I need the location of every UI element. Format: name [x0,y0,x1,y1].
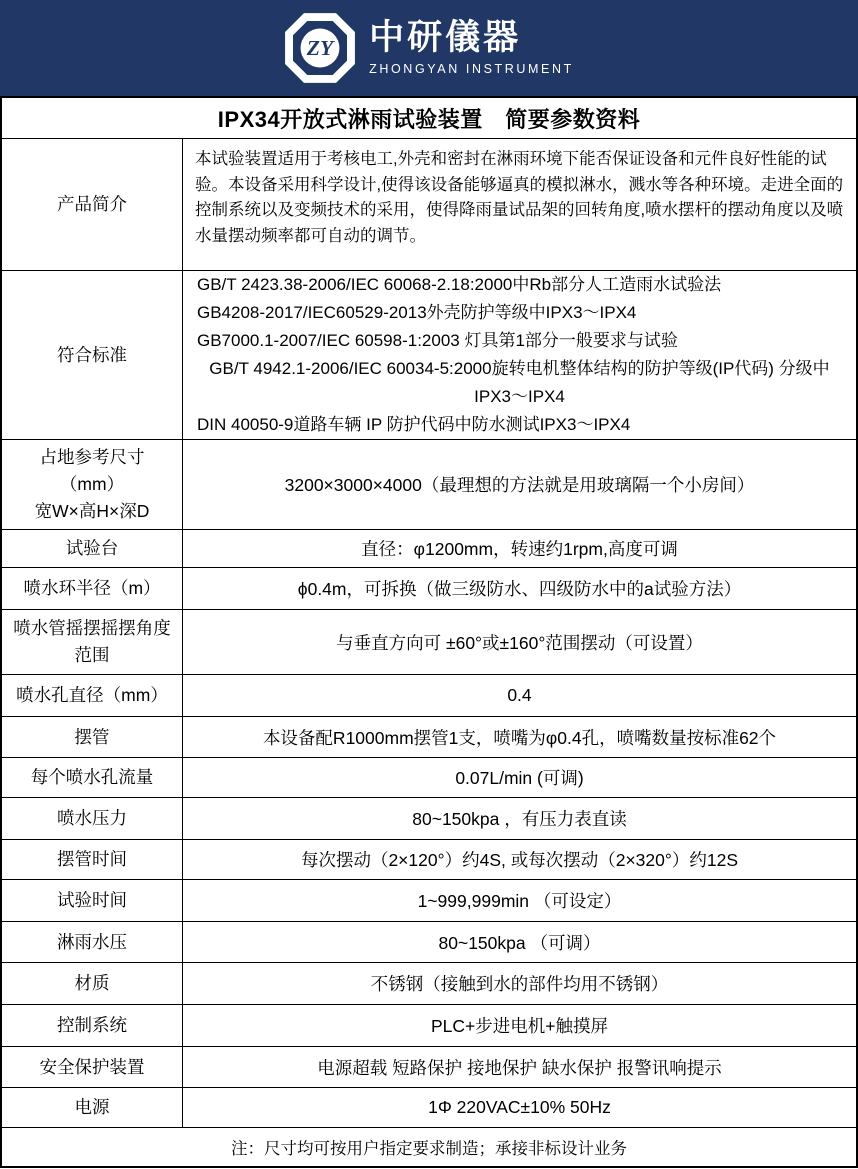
table-row-control-system [2,1004,856,1046]
table-row-swing-time [2,839,856,879]
brand-monogram: ZY [306,36,334,61]
spec-value: 0.07L/min (可调) [455,768,584,788]
footer-note: 注：尺寸均可按用户指定要求制造；承接非标设计业务 [2,1127,856,1166]
table-row-dimensions [2,439,856,529]
spec-value: 不锈钢（接触到水的部件均用不锈钢） [370,974,669,994]
spec-label: 淋雨水压 [2,922,183,962]
spec-value: 本设备配R1000mm摆管1支，喷嘴为φ0.4孔，喷嘴数量按标准62个 [262,727,777,748]
spec-label: 摆管 [2,717,183,757]
spec-value: ϕ0.4m，可拆换（做三级防水、四级防水中的a试验方法） [297,579,742,599]
spec-label: 试验台 [2,530,183,567]
standard-line: GB7000.1-2007/IEC 60598-1:2003 灯具第1部分一般要求与试验 [197,331,678,350]
standard-line: GB4208-2017/IEC60529-2013外壳防护等级中IPX3～IPX4 [197,303,637,322]
spec-value: 每次摆动（2×120°）约4S, 或每次摆动（2×320°）约12S [300,850,739,870]
table-row-spray-pressure [2,797,856,839]
spec-value: 3200×3000×4000（最理想的方法就是用玻璃隔一个小房间） [284,475,755,495]
table-row-power-supply [2,1087,856,1127]
standard-line: GB/T 2423.38-2006/IEC 60068-2.18:2000中Rb部分人工造雨水试验法 [197,275,722,294]
spec-sheet [0,96,858,1168]
spec-label: 产品简介 [2,139,183,270]
brand-name-en: ZHONGYAN INSTRUMENT [369,61,574,76]
spec-label: 喷水孔直径（mm） [2,675,183,716]
table-row-test-time [2,879,856,921]
spec-value [183,271,856,439]
spec-value: 与垂直方向可 ±60°或±160°范围摆动（可设置） [336,632,703,653]
table-row-material [2,962,856,1004]
spec-label: 喷水环半径（m） [2,568,183,609]
table-row-product-intro [2,138,856,270]
spec-label: 摆管时间 [2,840,183,879]
table-row-turntable [2,529,856,567]
spec-value: 80~150kpa ，有压力表直读 [412,809,627,829]
spec-value: 电源超载 短路保护 接地保护 缺水保护 报警讯响提示 [317,1057,722,1078]
brand-name-cn: 中研儀器 [369,18,522,58]
table-row-nozzle-diameter [2,674,856,716]
spec-label: 控制系统 [2,1005,183,1046]
brand-banner [0,0,858,96]
table-row-rain-pressure [2,921,856,962]
spec-value: 1Φ 220VAC±10% 50Hz [428,1097,611,1117]
table-row-flow-per-hole [2,757,856,797]
spec-label: 安全保护装置 [2,1047,183,1087]
brand-text-block [369,20,574,76]
spec-value: 0.4 [507,685,532,705]
spec-value: 直径：φ1200mm，转速约1rpm,高度可调 [361,539,678,559]
standard-line: DIN 40050-9道路车辆 IP 防护代码中防水测试IPX3～IPX4 [197,415,631,434]
table-row-swing-pipe [2,716,856,757]
table-row-swing-angle [2,609,856,674]
spec-label: 试验时间 [2,880,183,921]
spec-label: 材质 [2,963,183,1004]
spec-label-line: 占地参考尺寸 [39,447,145,467]
spec-label: 喷水管摇摆摇摆角度范围 [2,610,183,674]
brand-logo-icon [284,12,356,84]
spec-label-line: （mm） [59,474,125,494]
table-row-standards [2,270,856,439]
spec-value: 1~999,999min （可设定） [417,891,622,911]
spec-label: 喷水压力 [2,798,183,839]
page-title: IPX34开放式淋雨试验装置 简要参数资料 [217,106,641,132]
spec-value: 本试验装置适用于考核电工,外壳和密封在淋雨环境下能否保证设备和元件良好性能的试验。本设备采用科学设计,使得该设备能够逼真的模拟淋水，溅水等各种环境。走进全面的控制系统以及变频技术的采用，使得降雨量试品架的回转角度,喷水摆杆的摆动角度以及喷水量摆动频率都可自动的调节。 [195,150,844,245]
spec-label: 符合标准 [2,271,183,439]
spec-label: 电源 [2,1088,183,1127]
table-row-safety-protection [2,1046,856,1087]
spec-value: 80~150kpa （可调） [438,932,601,953]
table-row-spray-ring-radius [2,567,856,609]
spec-value: PLC+步进电机+触摸屏 [431,1016,608,1036]
spec-label-line: 宽W×高H×深D [34,501,150,521]
spec-label [2,440,183,529]
standard-line: GB/T 4942.1-2006/IEC 60034-5:2000旋转电机整体结构的防护等级(IP代码) 分级中IPX3～IPX4 [209,359,830,406]
spec-label: 每个喷水孔流量 [2,758,183,797]
